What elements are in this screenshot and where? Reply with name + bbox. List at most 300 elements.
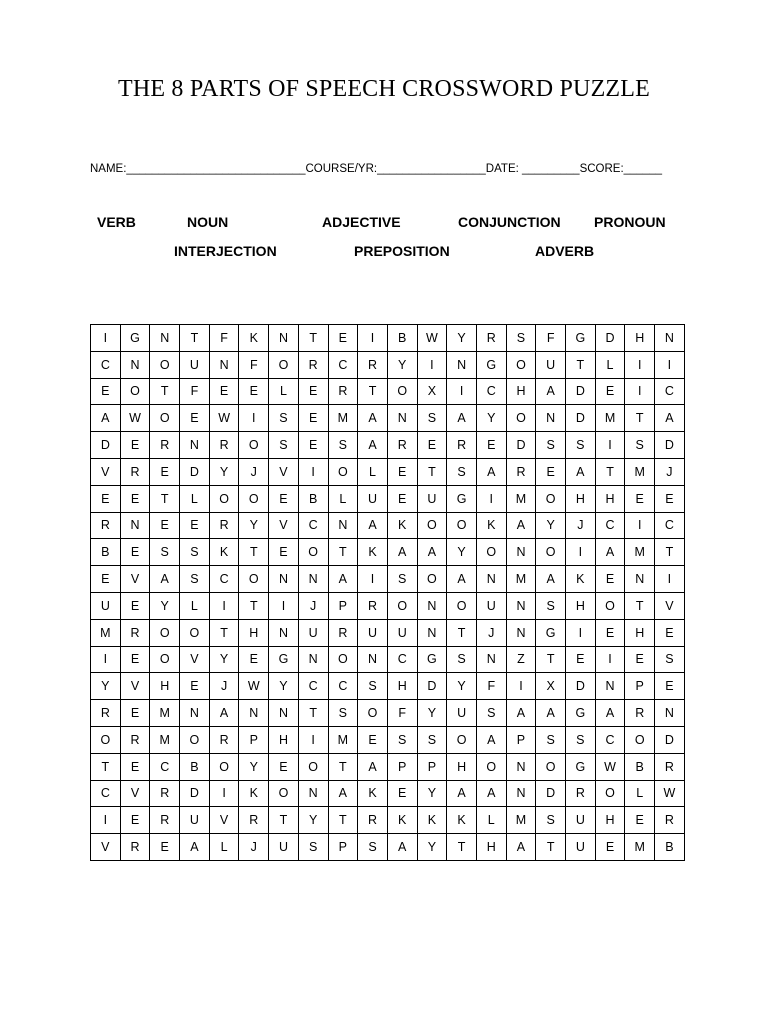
grid-cell[interactable]: A xyxy=(358,512,388,539)
grid-cell[interactable]: Y xyxy=(91,673,121,700)
grid-cell[interactable]: A xyxy=(209,700,239,727)
grid-cell[interactable]: V xyxy=(209,807,239,834)
grid-cell[interactable]: S xyxy=(536,592,566,619)
grid-cell[interactable]: N xyxy=(298,646,328,673)
grid-cell[interactable]: O xyxy=(120,378,150,405)
grid-cell[interactable]: C xyxy=(150,753,180,780)
grid-cell[interactable]: E xyxy=(120,592,150,619)
grid-cell[interactable]: O xyxy=(328,646,358,673)
grid-cell[interactable]: A xyxy=(566,458,596,485)
grid-cell[interactable]: N xyxy=(120,351,150,378)
grid-cell[interactable]: Y xyxy=(298,807,328,834)
grid-cell[interactable]: I xyxy=(595,646,625,673)
grid-cell[interactable]: A xyxy=(476,726,506,753)
grid-cell[interactable]: E xyxy=(120,807,150,834)
grid-cell[interactable]: R xyxy=(328,619,358,646)
grid-cell[interactable]: A xyxy=(150,566,180,593)
grid-cell[interactable]: N xyxy=(328,512,358,539)
grid-cell[interactable]: I xyxy=(655,351,685,378)
grid-cell[interactable]: D xyxy=(566,378,596,405)
grid-cell[interactable]: W xyxy=(120,405,150,432)
grid-cell[interactable]: R xyxy=(239,807,269,834)
grid-cell[interactable]: G xyxy=(120,325,150,352)
grid-cell[interactable]: J xyxy=(209,673,239,700)
grid-cell[interactable]: I xyxy=(566,619,596,646)
grid-cell[interactable]: L xyxy=(180,592,210,619)
grid-cell[interactable]: K xyxy=(566,566,596,593)
grid-cell[interactable]: E xyxy=(298,405,328,432)
grid-cell[interactable]: Y xyxy=(387,351,417,378)
grid-cell[interactable]: Y xyxy=(417,834,447,861)
grid-cell[interactable]: E xyxy=(91,566,121,593)
grid-cell[interactable]: H xyxy=(595,485,625,512)
grid-cell[interactable]: N xyxy=(506,539,536,566)
grid-cell[interactable]: O xyxy=(150,351,180,378)
grid-cell[interactable]: O xyxy=(150,405,180,432)
grid-cell[interactable]: A xyxy=(328,780,358,807)
grid-cell[interactable]: I xyxy=(447,378,477,405)
grid-cell[interactable]: S xyxy=(269,405,299,432)
grid-cell[interactable]: E xyxy=(625,807,655,834)
grid-cell[interactable]: R xyxy=(566,780,596,807)
grid-cell[interactable]: O xyxy=(447,592,477,619)
grid-cell[interactable]: L xyxy=(476,807,506,834)
grid-cell[interactable]: R xyxy=(150,780,180,807)
grid-cell[interactable]: O xyxy=(625,726,655,753)
grid-cell[interactable]: I xyxy=(476,485,506,512)
grid-cell[interactable]: A xyxy=(536,566,566,593)
grid-cell[interactable]: T xyxy=(269,807,299,834)
grid-cell[interactable]: T xyxy=(358,378,388,405)
grid-cell[interactable]: I xyxy=(417,351,447,378)
grid-cell[interactable]: U xyxy=(91,592,121,619)
grid-cell[interactable]: R xyxy=(358,351,388,378)
grid-cell[interactable]: W xyxy=(595,753,625,780)
grid-cell[interactable]: I xyxy=(595,432,625,459)
grid-cell[interactable]: S xyxy=(566,726,596,753)
grid-cell[interactable]: E xyxy=(566,646,596,673)
grid-cell[interactable]: N xyxy=(595,673,625,700)
grid-cell[interactable]: N xyxy=(506,753,536,780)
grid-cell[interactable]: A xyxy=(180,834,210,861)
grid-cell[interactable]: A xyxy=(506,512,536,539)
grid-cell[interactable]: Y xyxy=(476,405,506,432)
grid-cell[interactable]: C xyxy=(328,351,358,378)
grid-cell[interactable]: T xyxy=(536,646,566,673)
grid-cell[interactable]: O xyxy=(209,753,239,780)
grid-cell[interactable]: H xyxy=(566,592,596,619)
grid-cell[interactable]: D xyxy=(655,432,685,459)
grid-cell[interactable]: A xyxy=(387,539,417,566)
grid-cell[interactable]: U xyxy=(269,834,299,861)
grid-cell[interactable]: O xyxy=(506,405,536,432)
grid-cell[interactable]: K xyxy=(417,807,447,834)
grid-cell[interactable]: Z xyxy=(506,646,536,673)
grid-cell[interactable]: E xyxy=(180,405,210,432)
grid-cell[interactable]: O xyxy=(150,646,180,673)
grid-cell[interactable]: O xyxy=(150,619,180,646)
grid-cell[interactable]: N xyxy=(506,592,536,619)
grid-cell[interactable]: R xyxy=(120,619,150,646)
grid-cell[interactable]: A xyxy=(447,566,477,593)
grid-cell[interactable]: R xyxy=(91,700,121,727)
grid-cell[interactable]: A xyxy=(417,539,447,566)
grid-cell[interactable]: O xyxy=(506,351,536,378)
grid-cell[interactable]: C xyxy=(91,780,121,807)
grid-cell[interactable]: S xyxy=(269,432,299,459)
grid-cell[interactable]: O xyxy=(447,726,477,753)
grid-cell[interactable]: A xyxy=(595,539,625,566)
grid-cell[interactable]: O xyxy=(358,700,388,727)
grid-cell[interactable]: K xyxy=(387,807,417,834)
grid-cell[interactable]: E xyxy=(180,512,210,539)
grid-cell[interactable]: G xyxy=(566,753,596,780)
grid-cell[interactable]: I xyxy=(655,566,685,593)
grid-cell[interactable]: N xyxy=(655,325,685,352)
grid-cell[interactable]: A xyxy=(476,458,506,485)
grid-cell[interactable]: O xyxy=(91,726,121,753)
grid-cell[interactable]: I xyxy=(358,566,388,593)
grid-cell[interactable]: A xyxy=(506,700,536,727)
grid-cell[interactable]: E xyxy=(120,539,150,566)
grid-cell[interactable]: O xyxy=(417,566,447,593)
grid-cell[interactable]: K xyxy=(358,539,388,566)
grid-cell[interactable]: K xyxy=(387,512,417,539)
grid-cell[interactable]: H xyxy=(625,325,655,352)
grid-cell[interactable]: C xyxy=(476,378,506,405)
grid-cell[interactable]: N xyxy=(269,325,299,352)
grid-cell[interactable]: O xyxy=(269,780,299,807)
grid-cell[interactable]: S xyxy=(180,566,210,593)
grid-cell[interactable]: Y xyxy=(447,673,477,700)
grid-cell[interactable]: P xyxy=(328,592,358,619)
grid-cell[interactable]: D xyxy=(180,780,210,807)
grid-cell[interactable]: O xyxy=(595,592,625,619)
grid-cell[interactable]: E xyxy=(358,726,388,753)
grid-cell[interactable]: O xyxy=(180,726,210,753)
grid-cell[interactable]: U xyxy=(387,619,417,646)
grid-cell[interactable]: N xyxy=(298,566,328,593)
grid-cell[interactable]: M xyxy=(506,807,536,834)
grid-cell[interactable]: B xyxy=(625,753,655,780)
grid-cell[interactable]: Y xyxy=(239,753,269,780)
grid-cell[interactable]: J xyxy=(239,458,269,485)
grid-cell[interactable]: S xyxy=(180,539,210,566)
grid-cell[interactable]: T xyxy=(328,753,358,780)
grid-cell[interactable]: S xyxy=(417,726,447,753)
grid-cell[interactable]: Y xyxy=(417,700,447,727)
grid-cell[interactable]: O xyxy=(476,753,506,780)
grid-cell[interactable]: F xyxy=(239,351,269,378)
grid-cell[interactable]: J xyxy=(239,834,269,861)
grid-cell[interactable]: E xyxy=(595,619,625,646)
grid-cell[interactable]: H xyxy=(625,619,655,646)
grid-cell[interactable]: L xyxy=(209,834,239,861)
grid-cell[interactable]: Y xyxy=(536,512,566,539)
grid-cell[interactable]: S xyxy=(298,834,328,861)
grid-cell[interactable]: N xyxy=(298,780,328,807)
grid-cell[interactable]: E xyxy=(625,485,655,512)
grid-cell[interactable]: O xyxy=(447,512,477,539)
grid-cell[interactable]: G xyxy=(566,700,596,727)
grid-cell[interactable]: D xyxy=(91,432,121,459)
grid-cell[interactable]: T xyxy=(239,592,269,619)
grid-cell[interactable]: E xyxy=(120,700,150,727)
grid-cell[interactable]: H xyxy=(506,378,536,405)
grid-cell[interactable]: T xyxy=(209,619,239,646)
grid-cell[interactable]: N xyxy=(447,351,477,378)
grid-cell[interactable]: P xyxy=(328,834,358,861)
grid-cell[interactable]: R xyxy=(209,726,239,753)
grid-cell[interactable]: P xyxy=(239,726,269,753)
grid-cell[interactable]: X xyxy=(417,378,447,405)
grid-cell[interactable]: H xyxy=(476,834,506,861)
grid-cell[interactable]: H xyxy=(239,619,269,646)
grid-cell[interactable]: S xyxy=(476,700,506,727)
grid-cell[interactable]: V xyxy=(120,673,150,700)
grid-cell[interactable]: G xyxy=(566,325,596,352)
grid-cell[interactable]: E xyxy=(120,646,150,673)
grid-cell[interactable]: H xyxy=(447,753,477,780)
grid-cell[interactable]: C xyxy=(655,512,685,539)
grid-cell[interactable]: N xyxy=(625,566,655,593)
grid-cell[interactable]: E xyxy=(120,753,150,780)
grid-cell[interactable]: M xyxy=(506,566,536,593)
grid-cell[interactable]: H xyxy=(566,485,596,512)
grid-cell[interactable]: O xyxy=(387,592,417,619)
grid-cell[interactable]: C xyxy=(91,351,121,378)
grid-cell[interactable]: R xyxy=(150,432,180,459)
grid-cell[interactable]: E xyxy=(595,378,625,405)
grid-cell[interactable]: A xyxy=(536,378,566,405)
grid-cell[interactable]: W xyxy=(655,780,685,807)
grid-cell[interactable]: Y xyxy=(209,458,239,485)
grid-cell[interactable]: C xyxy=(328,673,358,700)
grid-cell[interactable]: T xyxy=(239,539,269,566)
grid-cell[interactable]: N xyxy=(150,325,180,352)
grid-cell[interactable]: R xyxy=(150,807,180,834)
grid-cell[interactable]: R xyxy=(447,432,477,459)
grid-cell[interactable]: O xyxy=(180,619,210,646)
grid-cell[interactable]: M xyxy=(506,485,536,512)
grid-cell[interactable]: E xyxy=(655,485,685,512)
grid-cell[interactable]: O xyxy=(239,485,269,512)
grid-cell[interactable]: N xyxy=(476,566,506,593)
grid-cell[interactable]: N xyxy=(180,432,210,459)
grid-cell[interactable]: T xyxy=(447,834,477,861)
grid-cell[interactable]: L xyxy=(625,780,655,807)
grid-cell[interactable]: S xyxy=(387,566,417,593)
grid-cell[interactable]: A xyxy=(476,780,506,807)
grid-cell[interactable]: O xyxy=(536,539,566,566)
grid-cell[interactable]: Y xyxy=(150,592,180,619)
grid-cell[interactable]: E xyxy=(476,432,506,459)
grid-cell[interactable]: P xyxy=(387,753,417,780)
grid-cell[interactable]: O xyxy=(536,485,566,512)
grid-cell[interactable]: M xyxy=(150,700,180,727)
grid-cell[interactable]: E xyxy=(239,378,269,405)
grid-cell[interactable]: U xyxy=(358,485,388,512)
grid-cell[interactable]: N xyxy=(417,619,447,646)
grid-cell[interactable]: E xyxy=(150,458,180,485)
grid-cell[interactable]: E xyxy=(120,485,150,512)
grid-cell[interactable]: R xyxy=(120,834,150,861)
grid-cell[interactable]: E xyxy=(209,378,239,405)
grid-cell[interactable]: O xyxy=(239,432,269,459)
grid-cell[interactable]: D xyxy=(506,432,536,459)
grid-cell[interactable]: L xyxy=(180,485,210,512)
grid-cell[interactable]: T xyxy=(447,619,477,646)
grid-cell[interactable]: N xyxy=(387,405,417,432)
grid-cell[interactable]: W xyxy=(209,405,239,432)
grid-cell[interactable]: N xyxy=(269,619,299,646)
grid-cell[interactable]: U xyxy=(566,807,596,834)
grid-cell[interactable]: A xyxy=(91,405,121,432)
grid-cell[interactable]: M xyxy=(595,405,625,432)
grid-cell[interactable]: J xyxy=(298,592,328,619)
grid-cell[interactable]: R xyxy=(625,700,655,727)
grid-cell[interactable]: Y xyxy=(417,780,447,807)
grid-cell[interactable]: U xyxy=(298,619,328,646)
grid-cell[interactable]: N xyxy=(358,646,388,673)
grid-cell[interactable]: B xyxy=(91,539,121,566)
grid-cell[interactable]: Y xyxy=(239,512,269,539)
grid-cell[interactable]: D xyxy=(180,458,210,485)
grid-cell[interactable]: S xyxy=(655,646,685,673)
grid-cell[interactable]: N xyxy=(655,700,685,727)
grid-cell[interactable]: N xyxy=(506,780,536,807)
grid-cell[interactable]: D xyxy=(595,325,625,352)
grid-cell[interactable]: B xyxy=(655,834,685,861)
grid-cell[interactable]: T xyxy=(328,539,358,566)
grid-cell[interactable]: V xyxy=(269,458,299,485)
grid-cell[interactable]: S xyxy=(536,432,566,459)
grid-cell[interactable]: R xyxy=(655,807,685,834)
grid-cell[interactable]: C xyxy=(655,378,685,405)
grid-cell[interactable]: T xyxy=(536,834,566,861)
grid-cell[interactable]: F xyxy=(180,378,210,405)
grid-cell[interactable]: K xyxy=(239,325,269,352)
grid-cell[interactable]: E xyxy=(655,619,685,646)
grid-cell[interactable]: K xyxy=(476,512,506,539)
grid-cell[interactable]: V xyxy=(91,834,121,861)
grid-cell[interactable]: S xyxy=(358,673,388,700)
grid-cell[interactable]: D xyxy=(536,780,566,807)
grid-cell[interactable]: R xyxy=(209,512,239,539)
grid-cell[interactable]: F xyxy=(536,325,566,352)
grid-cell[interactable]: O xyxy=(328,458,358,485)
grid-cell[interactable]: S xyxy=(536,807,566,834)
grid-cell[interactable]: L xyxy=(595,351,625,378)
grid-cell[interactable]: E xyxy=(298,378,328,405)
grid-cell[interactable]: U xyxy=(447,700,477,727)
grid-cell[interactable]: T xyxy=(417,458,447,485)
grid-cell[interactable]: Y xyxy=(447,325,477,352)
grid-cell[interactable]: J xyxy=(655,458,685,485)
grid-cell[interactable]: E xyxy=(269,485,299,512)
grid-cell[interactable]: O xyxy=(417,512,447,539)
grid-cell[interactable]: W xyxy=(417,325,447,352)
grid-cell[interactable]: L xyxy=(328,485,358,512)
grid-cell[interactable]: E xyxy=(120,432,150,459)
grid-cell[interactable]: N xyxy=(417,592,447,619)
grid-cell[interactable]: I xyxy=(239,405,269,432)
grid-cell[interactable]: O xyxy=(269,351,299,378)
grid-cell[interactable]: G xyxy=(269,646,299,673)
grid-cell[interactable]: I xyxy=(298,458,328,485)
grid-cell[interactable]: P xyxy=(506,726,536,753)
grid-cell[interactable]: S xyxy=(536,726,566,753)
grid-cell[interactable]: S xyxy=(150,539,180,566)
grid-cell[interactable]: T xyxy=(150,378,180,405)
grid-cell[interactable]: M xyxy=(625,834,655,861)
grid-cell[interactable]: T xyxy=(625,592,655,619)
grid-cell[interactable]: H xyxy=(269,726,299,753)
grid-cell[interactable]: E xyxy=(625,646,655,673)
grid-cell[interactable]: A xyxy=(358,432,388,459)
grid-cell[interactable]: A xyxy=(447,780,477,807)
grid-cell[interactable]: R xyxy=(506,458,536,485)
grid-cell[interactable]: A xyxy=(655,405,685,432)
grid-cell[interactable]: D xyxy=(566,405,596,432)
grid-cell[interactable]: E xyxy=(298,432,328,459)
grid-cell[interactable]: K xyxy=(447,807,477,834)
grid-cell[interactable]: N xyxy=(476,646,506,673)
grid-cell[interactable]: N xyxy=(180,700,210,727)
grid-cell[interactable]: S xyxy=(417,405,447,432)
grid-cell[interactable]: O xyxy=(239,566,269,593)
grid-cell[interactable]: E xyxy=(180,673,210,700)
grid-cell[interactable]: O xyxy=(209,485,239,512)
grid-cell[interactable]: C xyxy=(298,673,328,700)
grid-cell[interactable]: U xyxy=(417,485,447,512)
grid-cell[interactable]: I xyxy=(298,726,328,753)
grid-cell[interactable]: V xyxy=(91,458,121,485)
grid-cell[interactable]: S xyxy=(358,834,388,861)
grid-cell[interactable]: E xyxy=(91,378,121,405)
grid-cell[interactable]: A xyxy=(595,700,625,727)
grid-cell[interactable]: D xyxy=(417,673,447,700)
grid-cell[interactable]: R xyxy=(476,325,506,352)
grid-cell[interactable]: I xyxy=(91,325,121,352)
grid-cell[interactable]: F xyxy=(476,673,506,700)
grid-cell[interactable]: N xyxy=(506,619,536,646)
grid-cell[interactable]: E xyxy=(328,325,358,352)
grid-cell[interactable]: M xyxy=(625,539,655,566)
grid-cell[interactable]: O xyxy=(298,753,328,780)
grid-cell[interactable]: A xyxy=(328,566,358,593)
grid-cell[interactable]: I xyxy=(625,512,655,539)
grid-cell[interactable]: A xyxy=(447,405,477,432)
grid-cell[interactable]: N xyxy=(209,351,239,378)
grid-cell[interactable]: C xyxy=(298,512,328,539)
grid-cell[interactable]: M xyxy=(91,619,121,646)
grid-cell[interactable]: E xyxy=(269,539,299,566)
grid-cell[interactable]: C xyxy=(595,512,625,539)
grid-cell[interactable]: F xyxy=(209,325,239,352)
grid-cell[interactable]: V xyxy=(120,780,150,807)
grid-cell[interactable]: W xyxy=(239,673,269,700)
grid-cell[interactable]: U xyxy=(180,807,210,834)
grid-cell[interactable]: S xyxy=(387,726,417,753)
grid-cell[interactable]: T xyxy=(150,485,180,512)
grid-cell[interactable]: R xyxy=(655,753,685,780)
grid-cell[interactable]: R xyxy=(298,351,328,378)
grid-cell[interactable]: P xyxy=(625,673,655,700)
grid-cell[interactable]: E xyxy=(239,646,269,673)
grid-cell[interactable]: L xyxy=(358,458,388,485)
grid-cell[interactable]: S xyxy=(447,458,477,485)
